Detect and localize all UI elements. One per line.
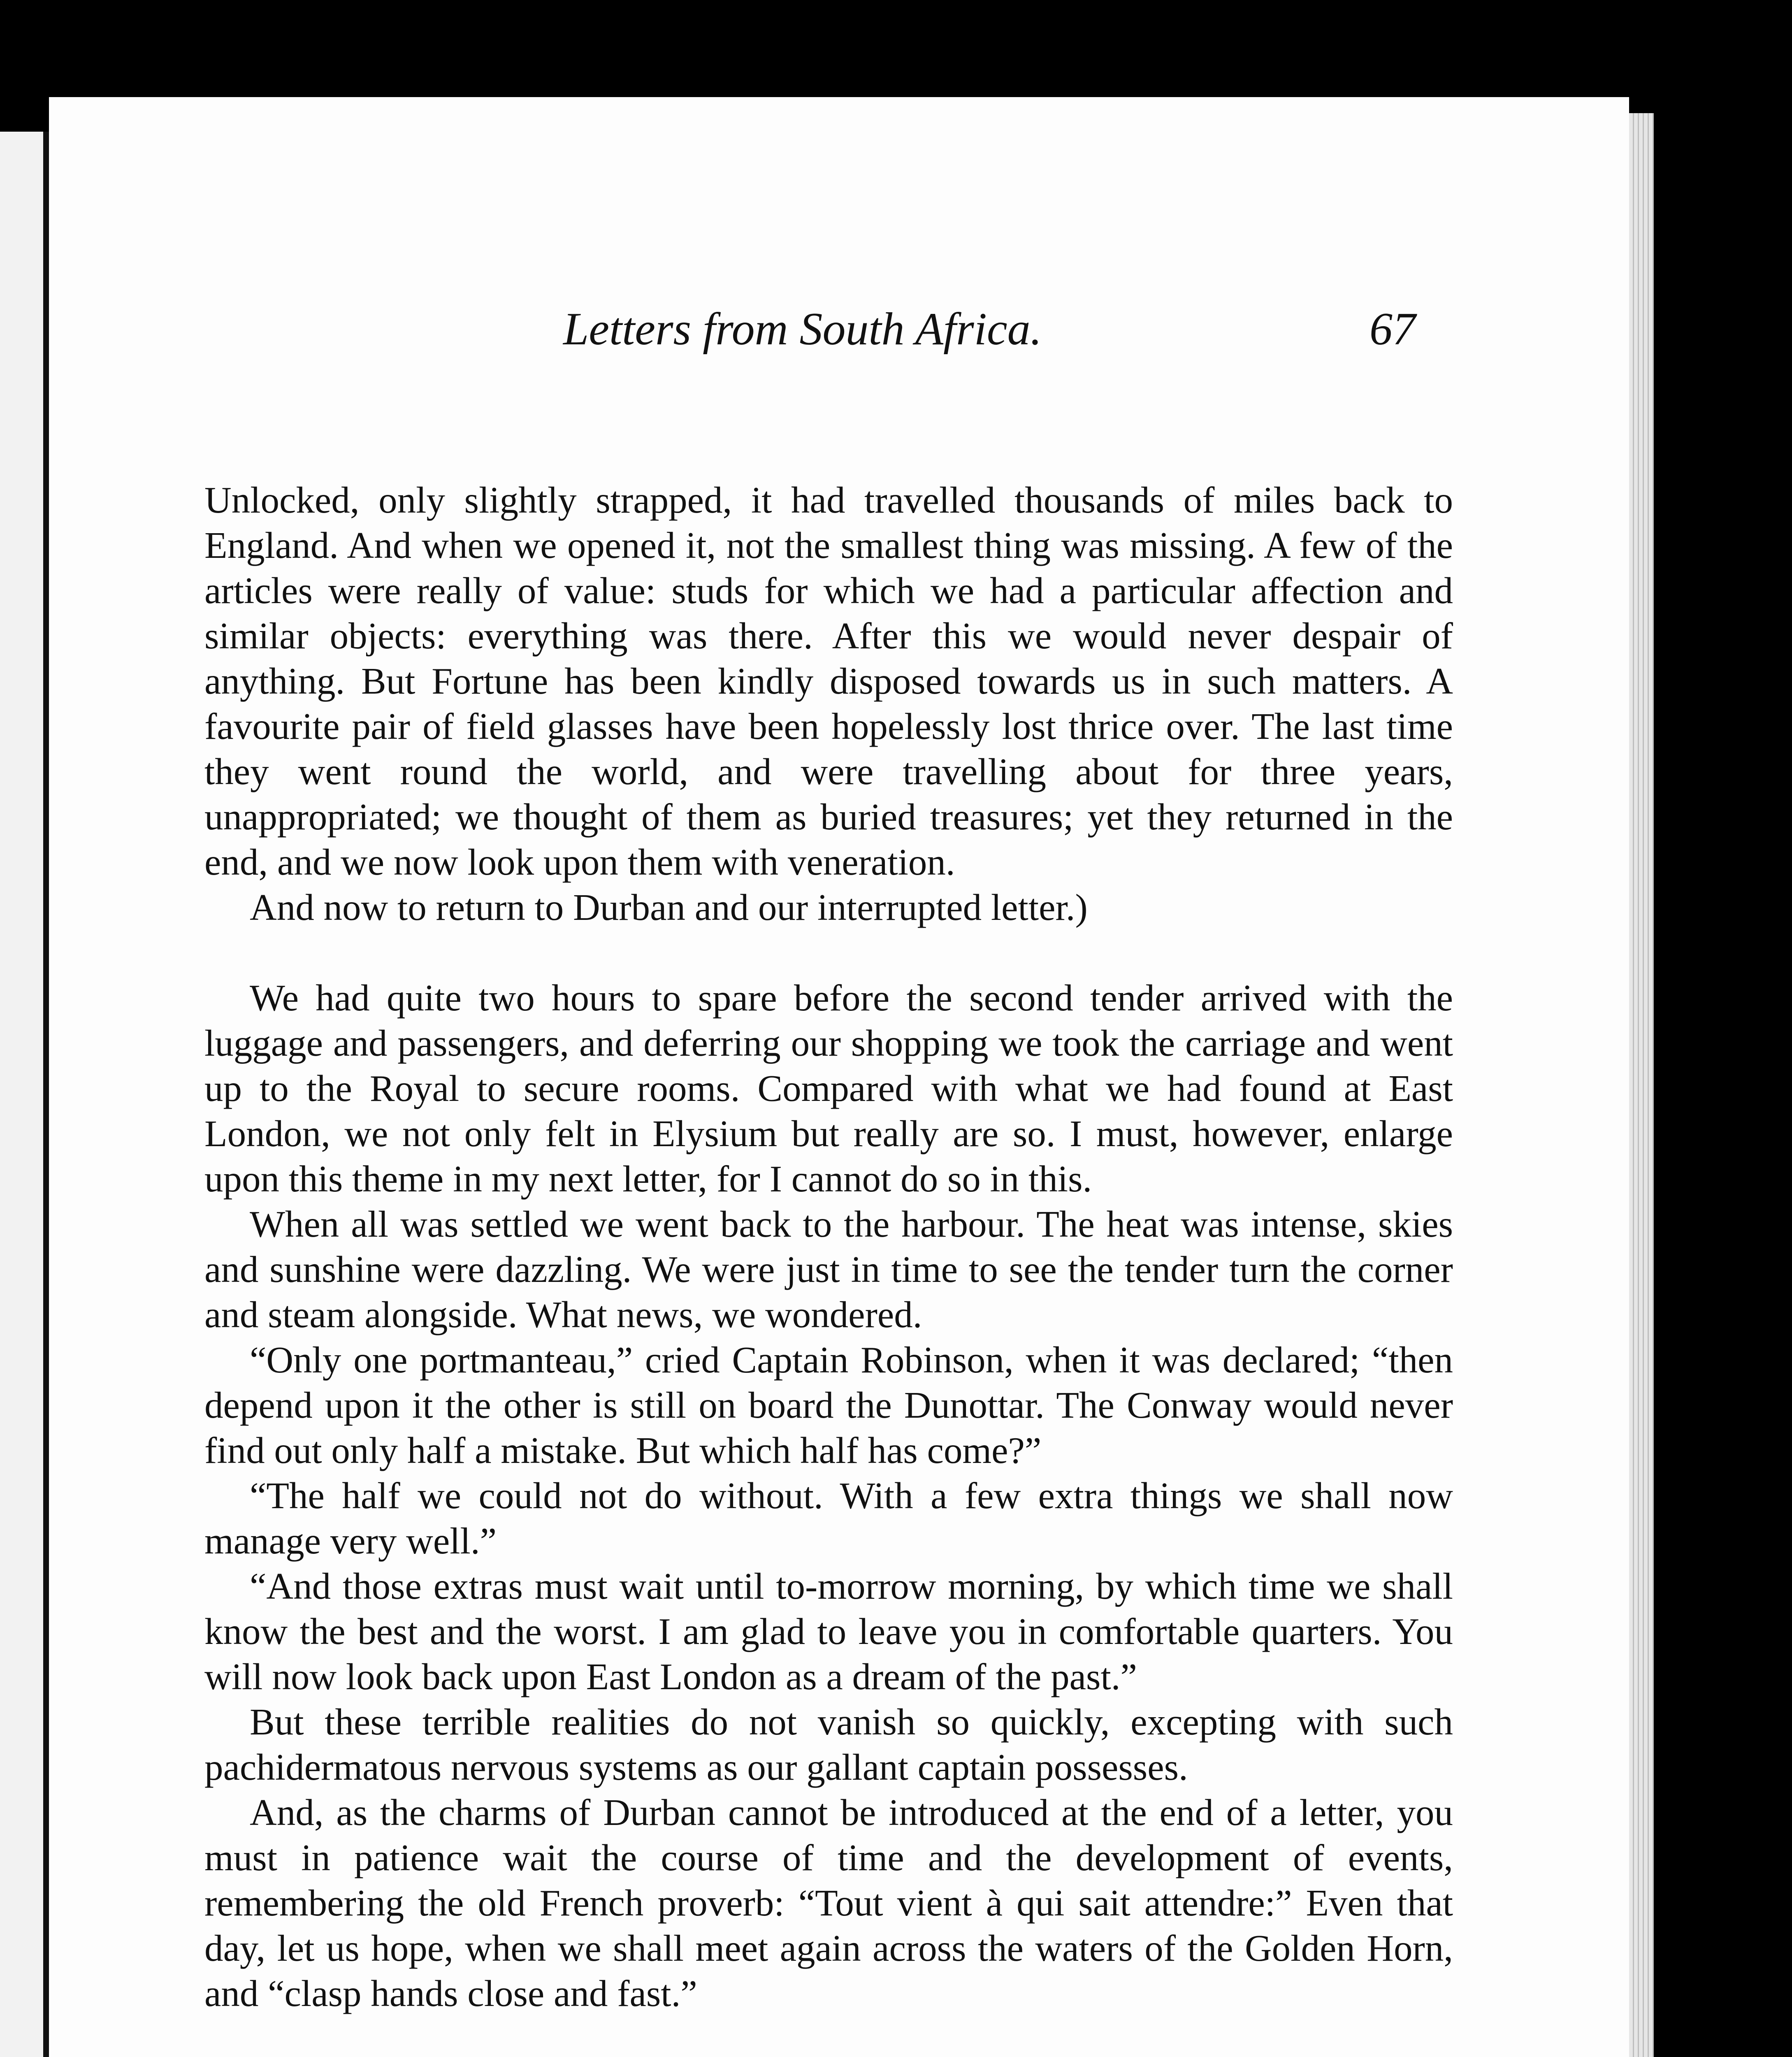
paragraph: And now to return to Durban and our interrupted letter.) [250, 887, 1088, 928]
running-title: Letters from South Africa. [563, 304, 1042, 355]
paragraph: Unlocked, only slightly strapped, it had travelled thousands of miles back to England. And when we opened it, not the smallest thing was missing. A few of the articles were really of value: studs for which we had a particular affection and similar objects: everything was there. After this we would never despair of anything. But Fortune has been kindly disposed towards us in such matters. A favourite pair of field glasses have been hopelessly lost thrice over. The last time they went round the world, and were travelling about for three years, unappropriated; we thought of them as buried treasures; yet they returned in the end, and we now look upon them with veneration. [204, 479, 1453, 883]
book-page [49, 97, 1629, 2057]
gutter-shadow [43, 132, 49, 2057]
page-number: 67 [1370, 304, 1416, 355]
page-fore-edge [1629, 113, 1654, 2057]
section-break [204, 930, 1453, 975]
paragraph: “And those extras must wait until to-morrow morning, by which time we shall know the best and the worst. I am glad to leave you in comfortable quarters. You will now look back upon East London as a dream of the past.” [204, 1565, 1453, 1697]
paragraph: “Only one portmanteau,” cried Captain Robinson, when it was declared; “then depend upon it the other is still on board the Dunottar. The Conway would never find out only half a mistake. But which half has come?” [204, 1339, 1453, 1471]
paragraph: And, as the charms of Durban cannot be introduced at the end of a letter, you must in patience wait the course of time and the development of events, remembering the old French proverb: “Tout vient à qui sait attendre:” Even that day, let us hope, when we shall meet again across the waters of the Golden Horn, and “clasp hands close and fast.” [204, 1792, 1453, 2014]
running-head [49, 303, 1629, 385]
facing-page-edge [0, 132, 43, 2057]
body-text [204, 478, 1453, 2016]
paragraph: When all was settled we went back to the harbour. The heat was intense, skies and sunshine were dazzling. We were just in time to see the tender turn the corner and steam alongside. What news, we wondered. [204, 1203, 1453, 1335]
paragraph: “The half we could not do without. With a few extra things we shall now manage very well.” [204, 1475, 1453, 1562]
paragraph: But these terrible realities do not vanish so quickly, excepting with such pachidermatous nervous systems as our gallant captain possesses. [204, 1701, 1453, 1788]
paragraph: We had quite two hours to spare before the second tender arrived with the luggage and passengers, and deferring our shopping we took the carriage and went up to the Royal to secure rooms. Compared with what we had found at East London, we not only felt in Elysium but really are so. I must, however, enlarge upon this theme in my next letter, for I cannot do so in this. [204, 977, 1453, 1200]
